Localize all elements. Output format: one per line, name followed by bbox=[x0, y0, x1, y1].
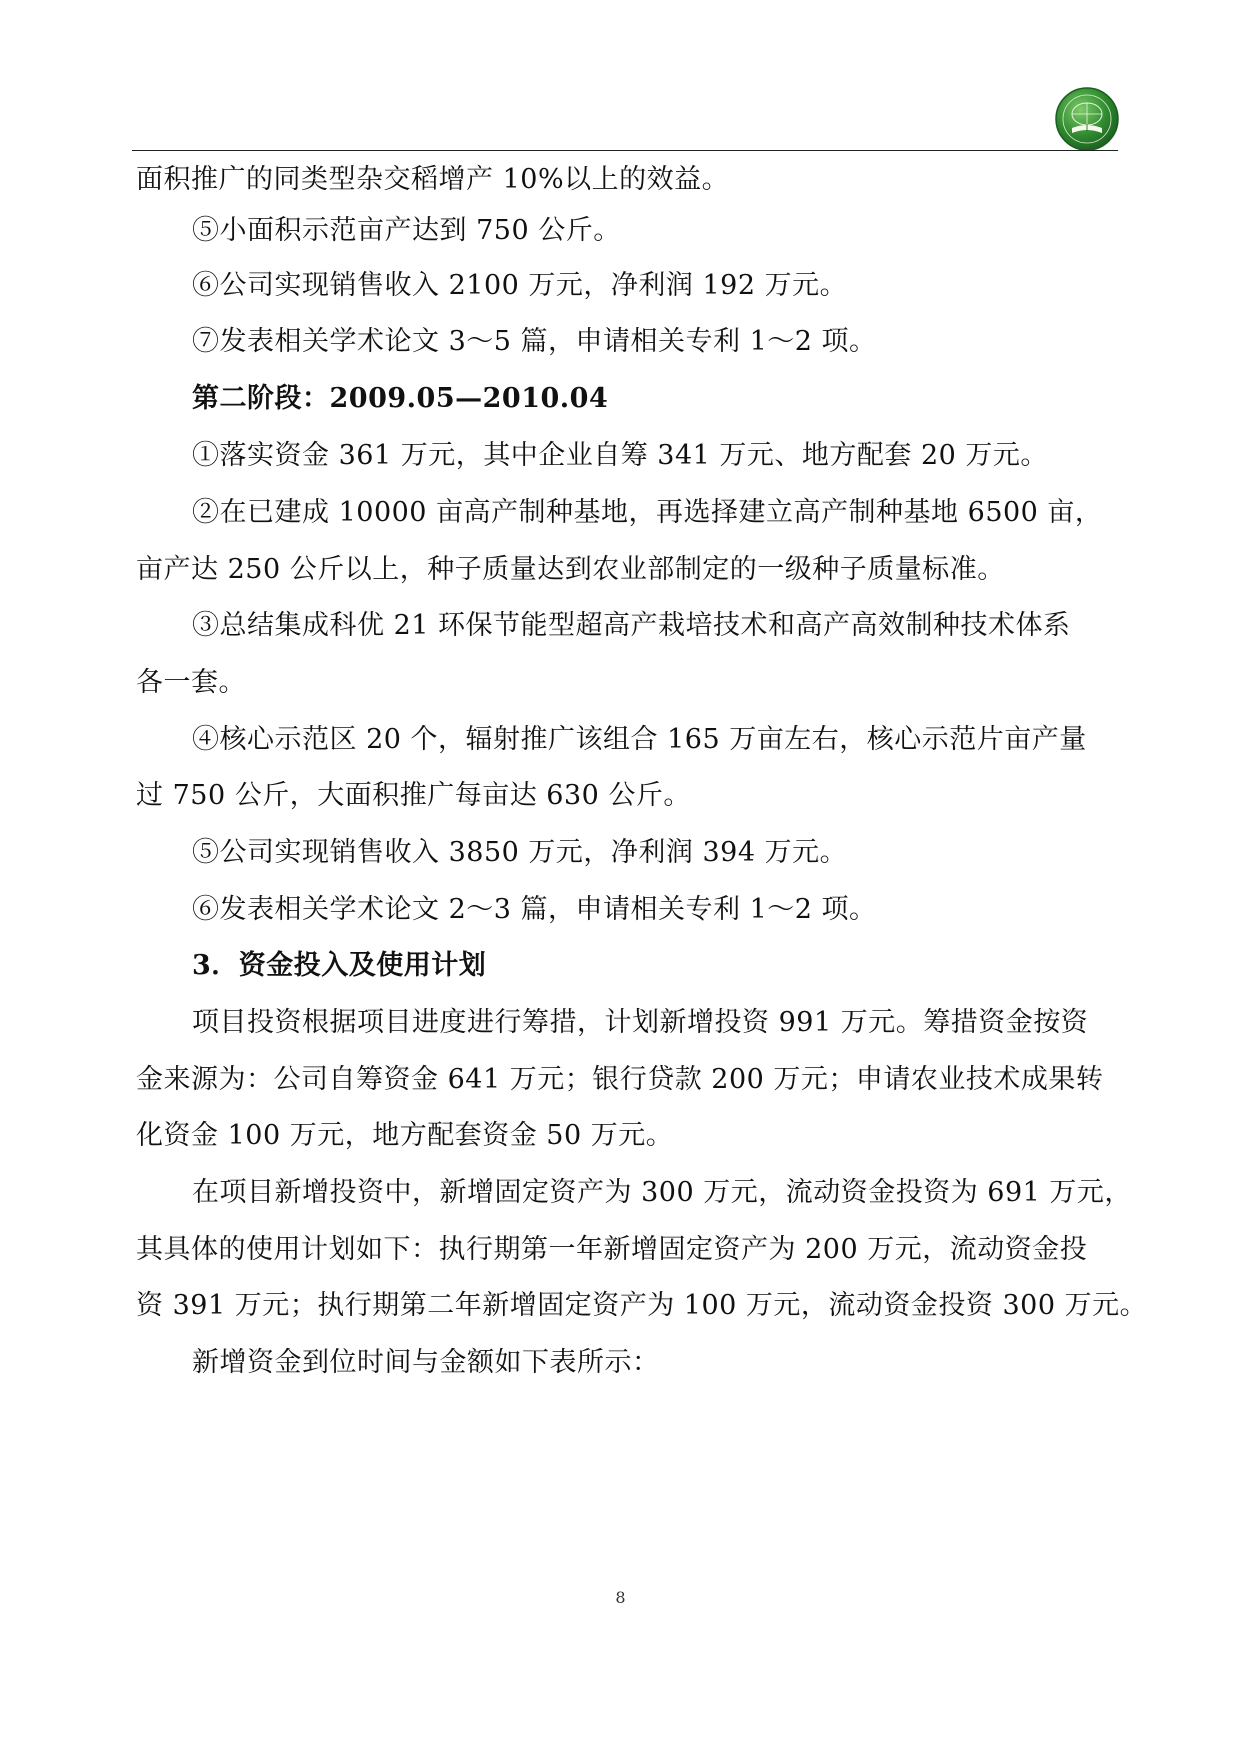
paragraph-line: 新增资金到位时间与金额如下表所示： bbox=[192, 1347, 660, 1378]
list-item: ⑦发表相关学术论文 3～5 篇，申请相关专利 1～2 项。 bbox=[192, 326, 877, 357]
section-heading: 3．资金投入及使用计划 bbox=[192, 950, 487, 981]
paragraph-line: 各一套。 bbox=[136, 667, 246, 698]
green-globe-book-logo-icon bbox=[1054, 86, 1120, 152]
paragraph-line: 化资金 100 万元，地方配套资金 50 万元。 bbox=[136, 1120, 674, 1151]
list-item: ⑥公司实现销售收入 2100 万元，净利润 192 万元。 bbox=[192, 270, 848, 301]
list-item: ④核心示范区 20 个，辐射推广该组合 165 万亩左右，核心示范片亩产量 bbox=[192, 724, 1087, 755]
list-item: ⑥发表相关学术论文 2～3 篇，申请相关专利 1～2 项。 bbox=[192, 894, 877, 925]
paragraph-line: 过 750 公斤，大面积推广每亩达 630 公斤。 bbox=[136, 780, 691, 811]
list-item: ⑤公司实现销售收入 3850 万元，净利润 394 万元。 bbox=[192, 837, 848, 868]
paragraph-line: 在项目新增投资中，新增固定资产为 300 万元，流动资金投资为 691 万元， bbox=[192, 1177, 1132, 1208]
page-number: 8 bbox=[615, 1588, 626, 1607]
paragraph-line: 面积推广的同类型杂交稻增产 10%以上的效益。 bbox=[136, 164, 730, 195]
section-heading: 第二阶段：2009.05—2010.04 bbox=[192, 383, 609, 414]
list-item: ③总结集成科优 21 环保节能型超高产栽培技术和高产高效制种技术体系 bbox=[192, 610, 1071, 641]
paragraph-line: 资 391 万元；执行期第二年新增固定资产为 100 万元，流动资金投资 300 万元。 bbox=[136, 1290, 1148, 1321]
paragraph-line: 其具体的使用计划如下：执行期第一年新增固定资产为 200 万元，流动资金投 bbox=[136, 1234, 1088, 1265]
paragraph-line: 项目投资根据项目进度进行筹措，计划新增投资 991 万元。筹措资金按资 bbox=[192, 1007, 1089, 1038]
list-item: ②在已建成 10000 亩高产制种基地，再选择建立高产制种基地 6500 亩， bbox=[192, 497, 1103, 528]
paragraph-line: 亩产达 250 公斤以上，种子质量达到农业部制定的一级种子质量标准。 bbox=[136, 554, 1005, 585]
list-item: ①落实资金 361 万元，其中企业自筹 341 万元、地方配套 20 万元。 bbox=[192, 440, 1048, 471]
list-item: ⑤小面积示范亩产达到 750 公斤。 bbox=[192, 215, 621, 246]
header-rule bbox=[132, 150, 1118, 151]
paragraph-line: 金来源为：公司自筹资金 641 万元；银行贷款 200 万元；申请农业技术成果转 bbox=[136, 1064, 1104, 1095]
